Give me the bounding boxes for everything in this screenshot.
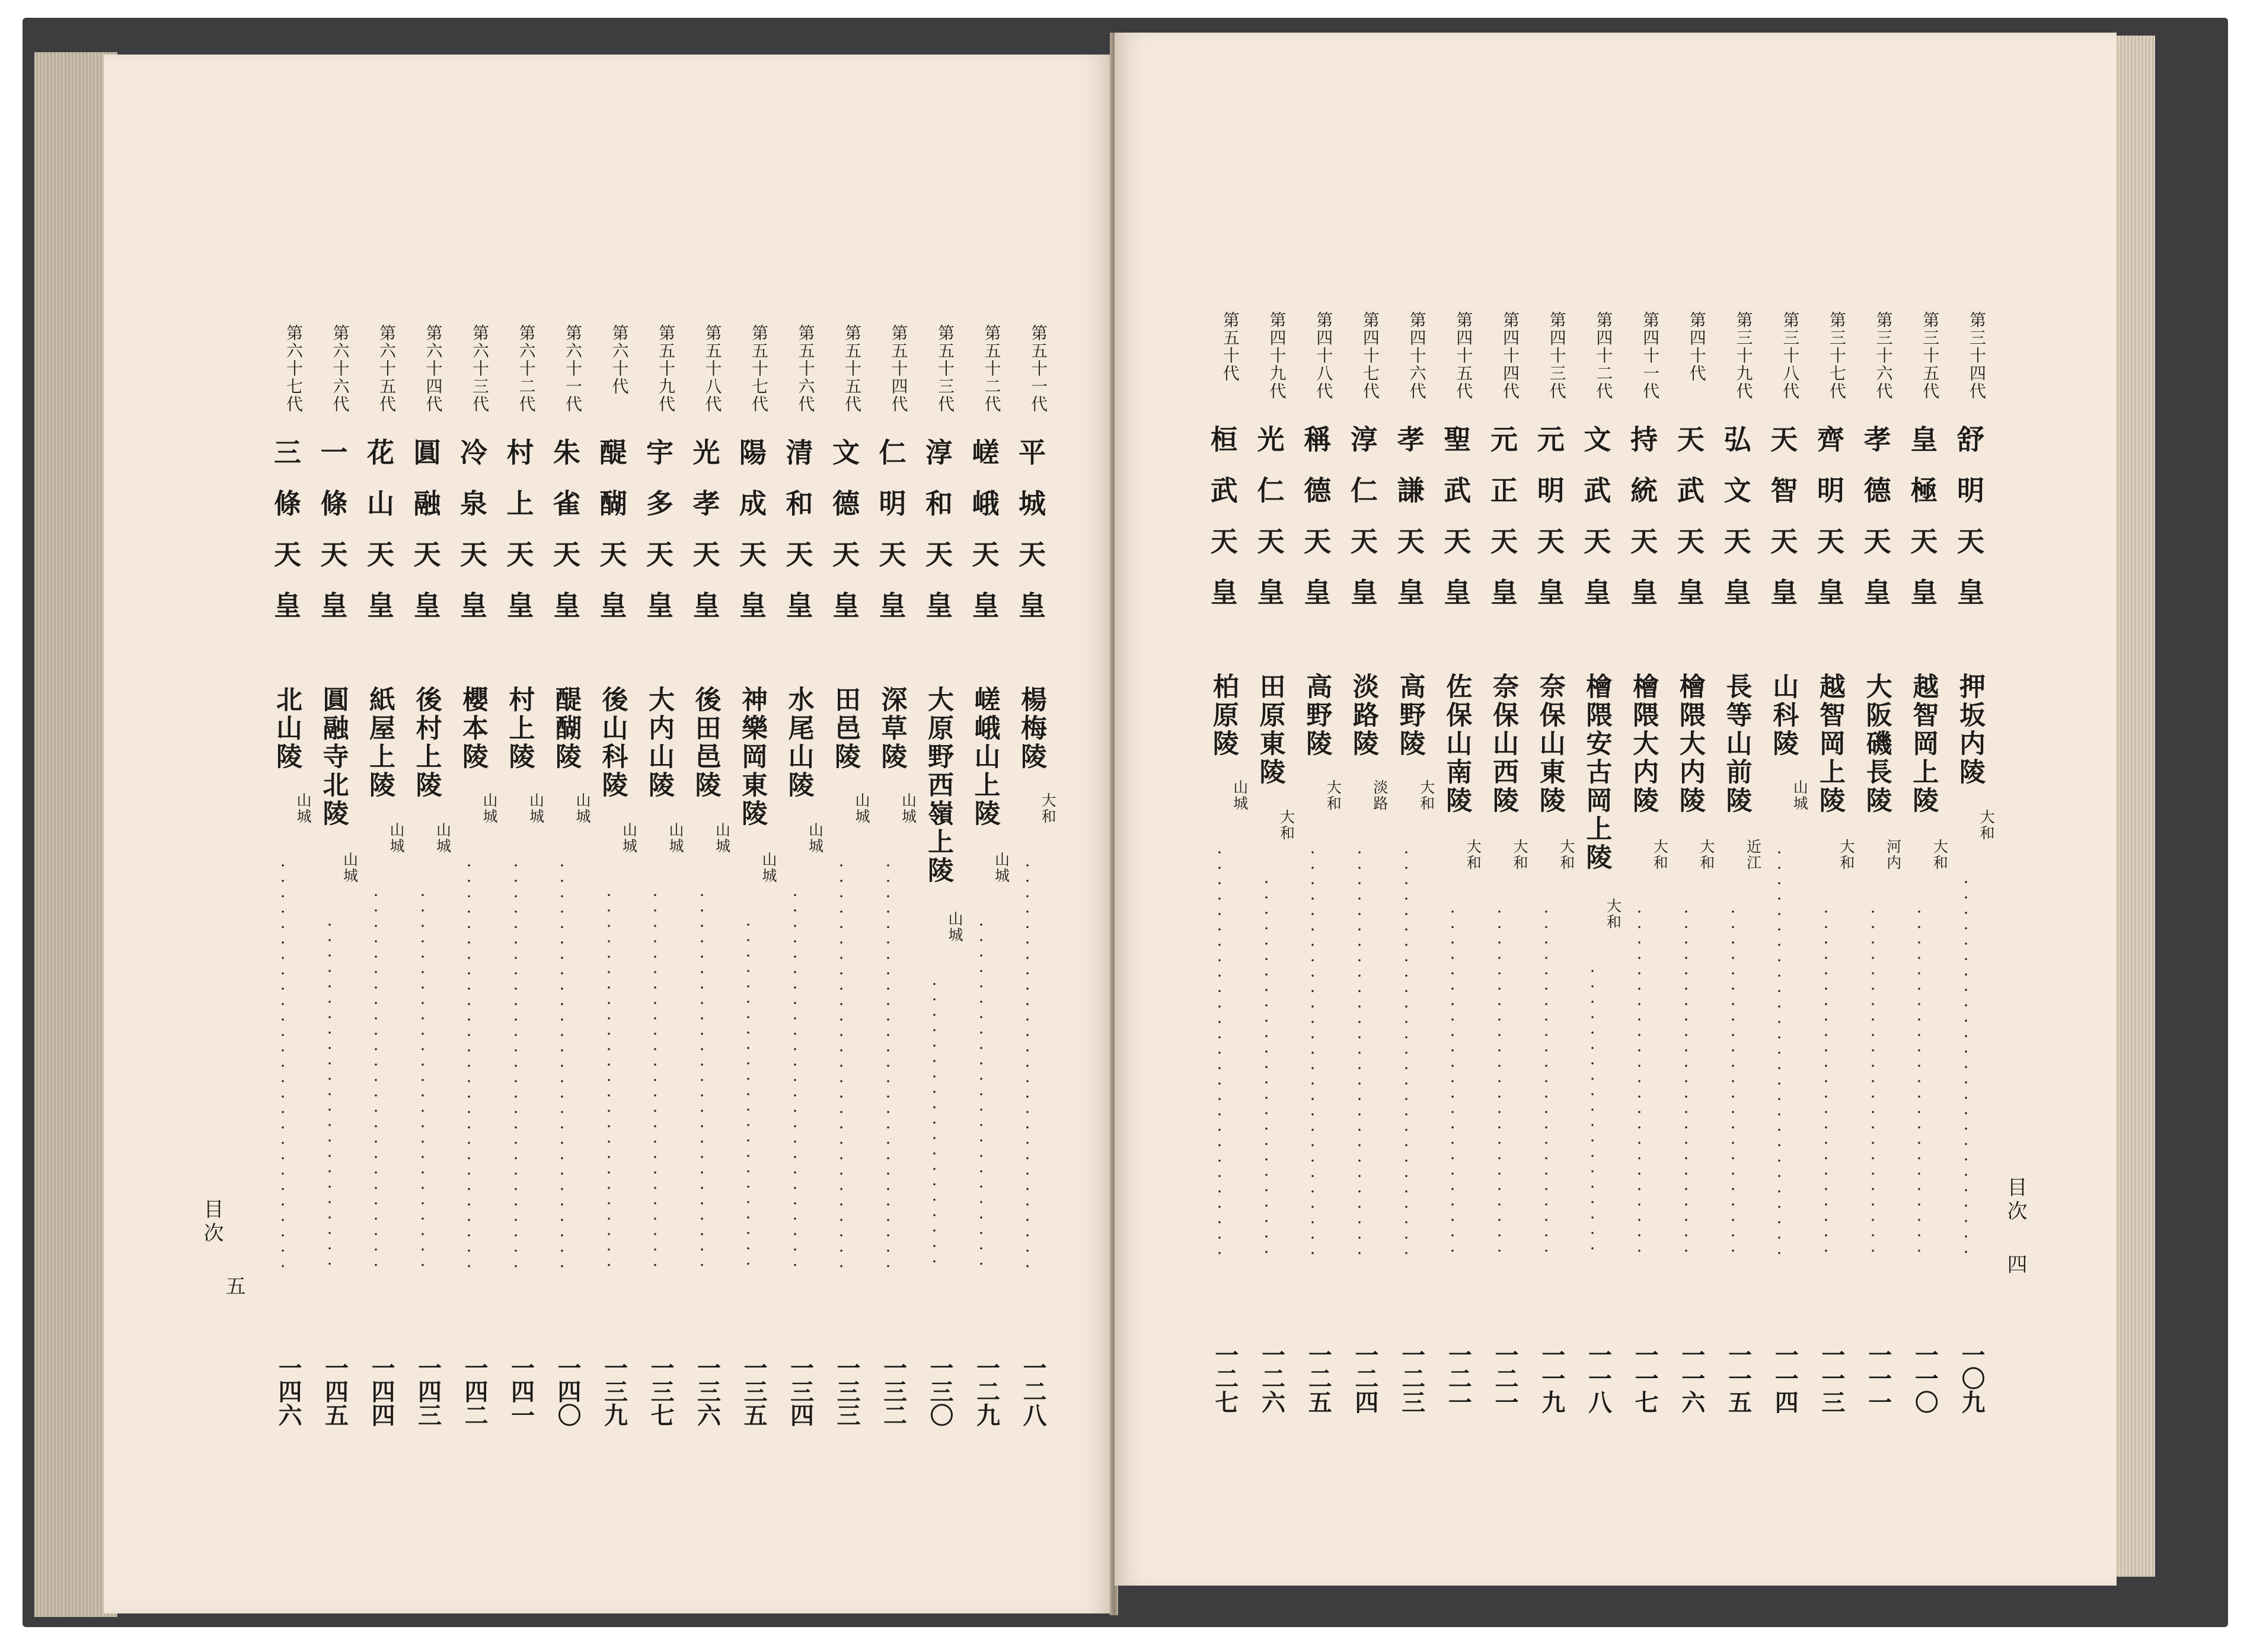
toc-entry — [1244, 311, 1295, 1437]
page-reference: 一二一 — [1491, 1343, 1519, 1414]
toc-entry — [633, 324, 684, 1450]
page-reference: 一三七 — [647, 1356, 675, 1427]
tomb-name: 檜隈安古岡上陵 — [1581, 673, 1612, 872]
tomb-name: 嵯峨山上陵 — [969, 686, 1000, 828]
dot-leader — [701, 887, 703, 1273]
emperor-name: 朱雀天皇 — [549, 438, 581, 642]
emperor-name: 嵯峨天皇 — [968, 438, 1000, 642]
emperor-name: 孝謙天皇 — [1393, 425, 1425, 629]
page-reference: 一一九 — [1537, 1343, 1566, 1414]
reign-number: 第五十代 — [1220, 311, 1240, 382]
page-reference: 一一四 — [1771, 1343, 1799, 1414]
left-footer-page-number: 五 — [222, 1276, 245, 1296]
reign-number: 第三十七代 — [1827, 311, 1847, 400]
tomb-name: 大原野西嶺上陵 — [923, 686, 953, 885]
toc-entry — [1384, 311, 1435, 1437]
tomb-name: 奈保山西陵 — [1488, 673, 1518, 815]
dot-leader — [561, 858, 563, 1273]
tomb-name: 楊梅陵 — [1016, 686, 1046, 771]
emperor-name: 冷泉天皇 — [456, 438, 488, 642]
tomb-name: 檜隈大内陵 — [1674, 673, 1705, 815]
toc-entry — [1430, 311, 1482, 1437]
page-reference: 一四〇 — [554, 1356, 582, 1427]
page-reference: 一四三 — [414, 1356, 442, 1427]
reign-number: 第四十三代 — [1547, 311, 1567, 400]
dot-leader — [375, 887, 377, 1273]
toc-entry — [1757, 311, 1809, 1437]
reign-number: 第五十七代 — [749, 324, 769, 413]
tomb-name: 後村上陵 — [411, 686, 442, 800]
emperor-name: 一條天皇 — [316, 438, 349, 642]
province-label: 大和 — [1557, 839, 1575, 871]
reign-number: 第六十三代 — [470, 324, 490, 413]
tomb-name: 後田邑陵 — [690, 686, 721, 800]
reign-number: 第六十四代 — [423, 324, 443, 413]
province-label: 山城 — [667, 822, 684, 854]
page-reference: 一二八 — [1019, 1356, 1047, 1427]
province-label: 大和 — [1464, 839, 1482, 871]
toc-entry — [586, 324, 638, 1450]
emperor-name: 光孝天皇 — [688, 438, 721, 642]
page-reference: 一三四 — [786, 1356, 815, 1427]
dot-leader — [933, 976, 936, 1273]
reign-number: 第四十五代 — [1454, 311, 1474, 400]
reign-number: 第四十九代 — [1267, 311, 1287, 400]
emperor-name: 文武天皇 — [1579, 425, 1612, 629]
page-reference: 一二六 — [1257, 1343, 1286, 1414]
dot-leader — [1638, 904, 1640, 1260]
province-label: 山城 — [574, 793, 591, 825]
tomb-name: 高野陵 — [1394, 673, 1425, 758]
page-reference: 一三三 — [833, 1356, 861, 1427]
page-reference: 一一六 — [1677, 1343, 1706, 1414]
toc-entry — [446, 324, 498, 1450]
toc-entry — [260, 324, 312, 1450]
page-reference: 一三五 — [740, 1356, 768, 1427]
dot-leader — [1872, 904, 1874, 1260]
emperor-name: 元正天皇 — [1486, 425, 1518, 629]
reign-number: 第五十一代 — [1029, 324, 1048, 413]
province-label: 大和 — [1604, 898, 1622, 930]
page-reference: 一三九 — [600, 1356, 628, 1427]
page-reference: 一一一 — [1864, 1343, 1892, 1414]
reign-number: 第六十六代 — [330, 324, 350, 413]
page-reference: 一二五 — [1304, 1343, 1333, 1414]
page-reference: 一一七 — [1631, 1343, 1659, 1414]
page-reference: 一三六 — [693, 1356, 722, 1427]
dot-leader — [1545, 904, 1547, 1260]
page-reference: 一四一 — [507, 1356, 535, 1427]
page-reference: 一四四 — [368, 1356, 395, 1427]
tomb-name: 押坂内陵 — [1955, 673, 1985, 787]
province-label: 山城 — [899, 793, 917, 825]
tomb-name: 奈保山東陵 — [1534, 673, 1565, 815]
dot-leader — [1026, 858, 1029, 1273]
toc-entry — [540, 324, 591, 1450]
tomb-name: 越智岡上陵 — [1814, 673, 1845, 815]
reign-number: 第六十五代 — [377, 324, 397, 413]
left-footer-label: 目次 — [200, 1199, 224, 1246]
toc-entry — [1005, 324, 1057, 1450]
page-reference: 一二四 — [1351, 1343, 1379, 1414]
emperor-name: 花山天皇 — [363, 438, 395, 642]
reign-number: 第三十四代 — [1967, 311, 1987, 400]
toc-entry — [1290, 311, 1342, 1437]
emperor-name: 稱德天皇 — [1300, 425, 1332, 629]
emperor-name: 元明天皇 — [1533, 425, 1565, 629]
reign-number: 第五十五代 — [842, 324, 862, 413]
reign-number: 第五十九代 — [656, 324, 676, 413]
emperor-name: 持統天皇 — [1626, 425, 1659, 629]
dot-leader — [282, 858, 284, 1273]
province-label: 山城 — [295, 793, 312, 825]
tomb-name: 後山科陵 — [597, 686, 628, 800]
page-reference: 一二三 — [1397, 1343, 1426, 1414]
dot-leader — [1405, 845, 1407, 1260]
dot-leader — [1685, 904, 1687, 1260]
province-label: 山城 — [620, 822, 638, 854]
reign-number: 第四十二代 — [1594, 311, 1614, 400]
emperor-name: 孝德天皇 — [1859, 425, 1892, 629]
tomb-name: 越智岡上陵 — [1908, 673, 1939, 815]
emperor-name: 齊明天皇 — [1812, 425, 1845, 629]
emperor-name: 陽成天皇 — [735, 438, 767, 642]
province-label: 山城 — [946, 911, 963, 943]
dot-leader — [840, 858, 842, 1273]
tomb-name: 櫻本陵 — [458, 686, 488, 771]
province-label: 山城 — [1231, 779, 1249, 811]
dot-leader — [1778, 845, 1780, 1260]
reign-number: 第五十八代 — [703, 324, 723, 413]
province-label: 大和 — [1418, 779, 1435, 811]
toc-entry — [1943, 311, 1995, 1437]
dot-leader — [1732, 904, 1734, 1260]
province-label: 近江 — [1744, 839, 1762, 871]
toc-entry — [679, 324, 731, 1450]
reign-number: 第五十二代 — [982, 324, 1002, 413]
toc-entry — [726, 324, 777, 1450]
province-label: 山城 — [760, 852, 777, 884]
emperor-name: 文德天皇 — [828, 438, 860, 642]
emperor-name: 三條天皇 — [270, 438, 302, 642]
toc-entry — [912, 324, 963, 1450]
province-label: 淡路 — [1371, 779, 1389, 811]
emperor-name: 桓武天皇 — [1206, 425, 1239, 629]
emperor-name: 淳仁天皇 — [1346, 425, 1378, 629]
reign-number: 第六十二代 — [516, 324, 537, 413]
page-reference: 一一三 — [1817, 1343, 1846, 1414]
toc-entry — [1710, 311, 1762, 1437]
toc-entry — [307, 324, 359, 1450]
province-label: 山城 — [713, 822, 731, 854]
dot-leader — [468, 858, 470, 1273]
reign-number: 第四十八代 — [1314, 311, 1334, 400]
reign-number: 第五十六代 — [796, 324, 816, 413]
tomb-name: 深草陵 — [876, 686, 907, 771]
toc-entry — [1617, 311, 1669, 1437]
page-reference: 一〇九 — [1958, 1343, 1986, 1414]
province-label: 大和 — [1511, 839, 1528, 871]
toc-entry — [1850, 311, 1902, 1437]
reign-number: 第四十七代 — [1360, 311, 1380, 400]
emperor-name: 舒明天皇 — [1953, 425, 1985, 629]
province-label: 山城 — [341, 852, 359, 884]
tomb-name: 圓融寺北陵 — [318, 686, 349, 828]
toc-entry — [1477, 311, 1528, 1437]
toc-entry — [1570, 311, 1622, 1437]
dot-leader — [654, 887, 656, 1273]
page-reference: 一一〇 — [1911, 1343, 1939, 1414]
toc-entry — [1897, 311, 1949, 1437]
emperor-name: 天武天皇 — [1673, 425, 1705, 629]
tomb-name: 佐保山南陵 — [1441, 673, 1472, 815]
page-reference: 一一五 — [1724, 1343, 1753, 1414]
reign-number: 第五十四代 — [889, 324, 909, 413]
dot-leader — [1218, 845, 1221, 1260]
tomb-name: 柏原陵 — [1208, 673, 1239, 758]
dot-leader — [328, 917, 331, 1273]
tomb-name: 田原東陵 — [1255, 673, 1285, 787]
dot-leader — [747, 917, 749, 1273]
province-label: 大和 — [1651, 839, 1669, 871]
emperor-name: 弘文天皇 — [1719, 425, 1752, 629]
emperor-name: 醍醐天皇 — [595, 438, 628, 642]
page-reference: 一四五 — [321, 1356, 349, 1427]
tomb-name: 檜隈大内陵 — [1628, 673, 1659, 815]
toc-entry — [1197, 311, 1249, 1437]
toc-entry — [819, 324, 870, 1450]
right-footer-label: 目次 — [2003, 1177, 2027, 1224]
reign-number: 第三十六代 — [1873, 311, 1894, 400]
province-label: 山城 — [992, 852, 1010, 884]
province-label: 大和 — [1324, 779, 1342, 811]
toc-entry — [400, 324, 452, 1450]
tomb-name: 北山陵 — [272, 686, 302, 771]
dot-leader — [1498, 904, 1501, 1260]
emperor-name: 平城天皇 — [1014, 438, 1046, 642]
reign-number: 第四十代 — [1687, 311, 1707, 382]
toc-entry — [1337, 311, 1389, 1437]
page-reference: 一四二 — [461, 1356, 489, 1427]
emperor-name: 清和天皇 — [781, 438, 814, 642]
dot-leader — [1825, 904, 1827, 1260]
reign-number: 第三十五代 — [1920, 311, 1940, 400]
tomb-name: 高野陵 — [1301, 673, 1332, 758]
province-label: 大和 — [1837, 839, 1855, 871]
page-reference: 一四六 — [275, 1356, 302, 1427]
dot-leader — [1265, 874, 1268, 1260]
tomb-name: 大阪磯長陵 — [1861, 673, 1892, 815]
province-label: 大和 — [1697, 839, 1715, 871]
reign-number: 第四十四代 — [1501, 311, 1520, 400]
toc-entry — [1664, 311, 1715, 1437]
emperor-name: 皇極天皇 — [1906, 425, 1939, 629]
province-label: 山城 — [527, 793, 545, 825]
tomb-name: 山科陵 — [1768, 673, 1799, 758]
tomb-name: 水尾山陵 — [783, 686, 814, 800]
dot-leader — [887, 858, 889, 1273]
dot-leader — [1311, 845, 1314, 1260]
province-label: 山城 — [853, 793, 870, 825]
province-label: 大和 — [1978, 809, 1995, 841]
left-page — [104, 55, 1112, 1613]
dot-leader — [1451, 904, 1454, 1260]
toc-entry — [353, 324, 405, 1450]
emperor-name: 聖武天皇 — [1440, 425, 1472, 629]
page-reference: 一二七 — [1211, 1343, 1239, 1414]
province-label: 河内 — [1884, 839, 1902, 871]
tomb-name: 神樂岡東陵 — [737, 686, 767, 828]
dot-leader — [794, 887, 796, 1273]
toc-entry — [773, 324, 824, 1450]
dot-leader — [608, 887, 610, 1273]
reign-number: 第四十六代 — [1407, 311, 1427, 400]
emperor-name: 仁明天皇 — [874, 438, 907, 642]
reign-number: 第三十八代 — [1780, 311, 1801, 400]
dot-leader — [1358, 845, 1361, 1260]
emperor-name: 光仁天皇 — [1253, 425, 1285, 629]
tomb-name: 淡路陵 — [1348, 673, 1378, 758]
tomb-name: 醍醐陵 — [551, 686, 581, 771]
reign-number: 第六十一代 — [563, 324, 583, 413]
right-footer-page-number: 四 — [2003, 1254, 2027, 1274]
dot-leader — [422, 887, 424, 1273]
reign-number: 第六十七代 — [284, 324, 304, 413]
page-reference: 一三二 — [879, 1356, 908, 1427]
page-reference: 一二九 — [972, 1356, 1001, 1427]
reign-number: 第三十九代 — [1734, 311, 1754, 400]
tomb-name: 大内山陵 — [644, 686, 674, 800]
right-page — [1115, 33, 2117, 1586]
province-label: 山城 — [434, 822, 452, 854]
toc-entry — [959, 324, 1010, 1450]
dot-leader — [1965, 874, 1967, 1260]
dot-leader — [1591, 963, 1594, 1260]
toc-entry — [1804, 311, 1855, 1437]
page-reference: 一三〇 — [926, 1356, 954, 1427]
emperor-name: 村上天皇 — [502, 438, 535, 642]
emperor-name: 天智天皇 — [1766, 425, 1799, 629]
emperor-name: 淳和天皇 — [921, 438, 953, 642]
province-label: 山城 — [1791, 779, 1809, 811]
dot-leader — [515, 858, 517, 1273]
emperor-name: 宇多天皇 — [642, 438, 674, 642]
toc-entry — [1524, 311, 1575, 1437]
page-reference: 一二一 — [1444, 1343, 1473, 1414]
dot-leader — [980, 917, 982, 1273]
reign-number: 第六十代 — [609, 324, 630, 395]
tomb-name: 村上陵 — [504, 686, 535, 771]
emperor-name: 圓融天皇 — [409, 438, 442, 642]
page-reference: 一一八 — [1584, 1343, 1613, 1414]
reign-number: 第四十一代 — [1640, 311, 1661, 400]
province-label: 山城 — [481, 793, 498, 825]
reign-number: 第五十三代 — [936, 324, 955, 413]
province-label: 大和 — [1039, 793, 1057, 825]
province-label: 山城 — [806, 822, 824, 854]
province-label: 大和 — [1931, 839, 1949, 871]
province-label: 大和 — [1278, 809, 1295, 841]
tomb-name: 長等山前陵 — [1721, 673, 1752, 815]
tomb-name: 田邑陵 — [830, 686, 860, 771]
province-label: 山城 — [388, 822, 405, 854]
toc-entry — [493, 324, 545, 1450]
tomb-name: 紙屋上陵 — [365, 686, 395, 800]
dot-leader — [1918, 904, 1920, 1260]
toc-entry — [866, 324, 917, 1450]
